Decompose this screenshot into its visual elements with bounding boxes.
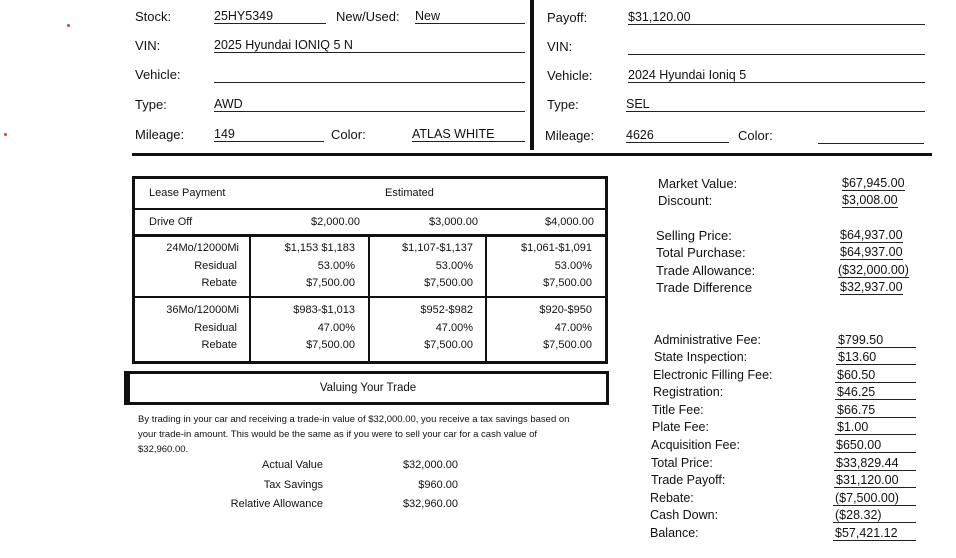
fee-value: $46.25: [835, 385, 916, 400]
fee-label: Rebate:: [650, 491, 694, 505]
section-rule: [132, 153, 932, 156]
lease-residual: 53.00%: [317, 260, 355, 272]
lease-rule: [135, 208, 605, 210]
newused-label: New/Used:: [336, 9, 400, 24]
trade-type-value: SEL: [626, 97, 925, 112]
fee-label: Cash Down:: [650, 508, 719, 522]
lease-rule: [135, 234, 605, 237]
lease-rebate: $7,500.00: [543, 339, 592, 351]
drive-off-value: $3,000.00: [429, 216, 478, 228]
tax-savings-label: Tax Savings: [263, 479, 323, 491]
type-label: Type:: [135, 97, 167, 112]
trade-explanation: [138, 412, 588, 457]
stray-mark: [4, 133, 7, 136]
fee-label: Trade Payoff:: [651, 473, 726, 487]
lease-payment-range: $1,153 $1,183: [284, 242, 355, 254]
valuing-trade-title: Valuing Your Trade: [319, 382, 417, 394]
discount-label: Discount:: [658, 193, 713, 208]
rebate-label: Rebate: [201, 339, 237, 351]
fee-value: $31,120.00: [834, 473, 916, 488]
selling-price-label: Selling Price:: [656, 228, 732, 243]
market-value-label: Market Value:: [658, 176, 738, 191]
vehicle-label: Vehicle:: [135, 67, 181, 82]
lease-rebate: $7,500.00: [306, 339, 355, 351]
lease-payment-range: $920-$950: [539, 304, 592, 316]
lease-residual: 53.00%: [435, 260, 473, 272]
lease-payment-range: $1,061-$1,091: [521, 242, 592, 254]
fee-label: Plate Fee:: [652, 420, 709, 434]
total-purchase-value: $64,937.00: [840, 245, 903, 259]
trade-explanation-line: $32,960.00.: [138, 444, 189, 455]
stock-label: Stock:: [135, 9, 172, 24]
fee-value: $13.60: [836, 350, 916, 365]
fee-value: $60.50: [835, 368, 916, 383]
trade-difference-value: $32,937.00: [840, 280, 903, 294]
trade-vin-label: VIN:: [547, 39, 573, 54]
lease-term: 36Mo/12000Mi: [166, 304, 239, 316]
trade-explanation-line: your trade-in amount. This would be the same as if you were to sell your car for a cash value of: [138, 429, 538, 440]
residual-label: Residual: [194, 260, 237, 272]
lease-rebate: $7,500.00: [543, 277, 592, 289]
lease-header-label: Lease Payment: [149, 187, 226, 199]
vin-value: 2025 Hyundai IONIQ 5 N: [214, 38, 525, 53]
lease-residual: 53.00%: [554, 260, 592, 272]
relative-allowance-value: $32,960.00: [402, 498, 458, 510]
stock-value: 25HY5349: [214, 9, 326, 24]
total-purchase-label: Total Purchase:: [656, 245, 746, 260]
fee-label: Registration:: [653, 385, 724, 399]
lease-payment-range: $983-$1,013: [293, 304, 355, 316]
type-value: AWD: [214, 97, 525, 112]
lease-payment-range: $952-$982: [420, 304, 473, 316]
lease-residual: 47.00%: [554, 322, 592, 334]
valuing-trade-header: [124, 371, 609, 405]
fee-label: Administrative Fee:: [654, 333, 761, 347]
trade-mileage-value: 4626: [626, 128, 729, 143]
fee-label: Title Fee:: [652, 403, 704, 417]
residual-label: Residual: [194, 322, 237, 334]
color-value: ATLAS WHITE: [412, 127, 525, 142]
payoff-label: Payoff:: [547, 10, 588, 25]
trade-allowance-value: ($32,000.00): [838, 263, 909, 277]
market-value: $67,945.00: [842, 176, 905, 190]
payoff-value: $31,120.00: [628, 10, 925, 25]
mileage-value: 149: [214, 127, 324, 142]
lease-residual: 47.00%: [435, 322, 473, 334]
vehicle-value: [214, 67, 525, 83]
drive-off-value: $2,000.00: [311, 216, 360, 228]
fee-label: Total Price:: [651, 456, 713, 470]
mileage-label: Mileage:: [135, 127, 185, 142]
fee-label: State Inspection:: [654, 350, 748, 364]
actual-value-label: Actual Value: [262, 459, 323, 471]
lease-payment-range: $1,107-$1,137: [402, 242, 473, 254]
section-divider: [530, 0, 534, 150]
fee-value: $650.00: [834, 438, 916, 453]
vin-label: VIN:: [135, 38, 161, 53]
fee-value: $57,421.12: [833, 526, 916, 541]
lease-rebate: $7,500.00: [424, 339, 473, 351]
fee-label: Electronic Filling Fee:: [653, 368, 773, 382]
lease-rule: [135, 296, 605, 298]
trade-color-value: [818, 128, 924, 144]
trade-difference-label: Trade Difference: [656, 280, 753, 295]
lease-term: 24Mo/12000Mi: [166, 242, 239, 254]
selling-price-value: $64,937.00: [840, 228, 903, 242]
fee-value: $1.00: [835, 420, 916, 435]
drive-off-label: Drive Off: [149, 216, 193, 228]
fee-value: ($7,500.00): [833, 491, 916, 506]
fee-value: $799.50: [836, 333, 916, 348]
stray-mark: [67, 24, 70, 27]
lease-header-estimated: Estimated: [385, 187, 434, 199]
newused-value: New: [415, 9, 525, 24]
trade-vin-value: [628, 39, 925, 55]
trade-vehicle-value: 2024 Hyundai Ioniq 5: [628, 68, 925, 83]
trade-vehicle-label: Vehicle:: [547, 68, 593, 83]
lease-residual: 47.00%: [317, 322, 355, 334]
rebate-label: Rebate: [201, 277, 237, 289]
fee-value: $66.75: [835, 403, 916, 418]
trade-explanation-line: By trading in your car and receiving a trade-in value of $32,000.00, you receive a tax savings based on: [138, 414, 570, 425]
trade-allowance-label: Trade Allowance:: [656, 263, 756, 278]
color-label: Color:: [331, 127, 366, 142]
tax-savings-value: $960.00: [418, 479, 458, 491]
fee-label: Balance:: [650, 526, 699, 540]
fee-value: $33,829.44: [834, 456, 916, 471]
lease-rebate: $7,500.00: [306, 277, 355, 289]
relative-allowance-label: Relative Allowance: [230, 498, 323, 510]
drive-off-value: $4,000.00: [545, 216, 594, 228]
discount-value: $3,008.00: [842, 193, 898, 207]
fee-value: ($28.32): [833, 508, 916, 523]
trade-type-label: Type:: [547, 97, 579, 112]
actual-value: $32,000.00: [402, 459, 458, 471]
trade-color-label: Color:: [738, 128, 773, 143]
lease-rebate: $7,500.00: [424, 277, 473, 289]
trade-mileage-label: Mileage:: [545, 128, 595, 143]
lease-payment-box: [132, 176, 608, 364]
fee-label: Acquisition Fee:: [651, 438, 740, 452]
